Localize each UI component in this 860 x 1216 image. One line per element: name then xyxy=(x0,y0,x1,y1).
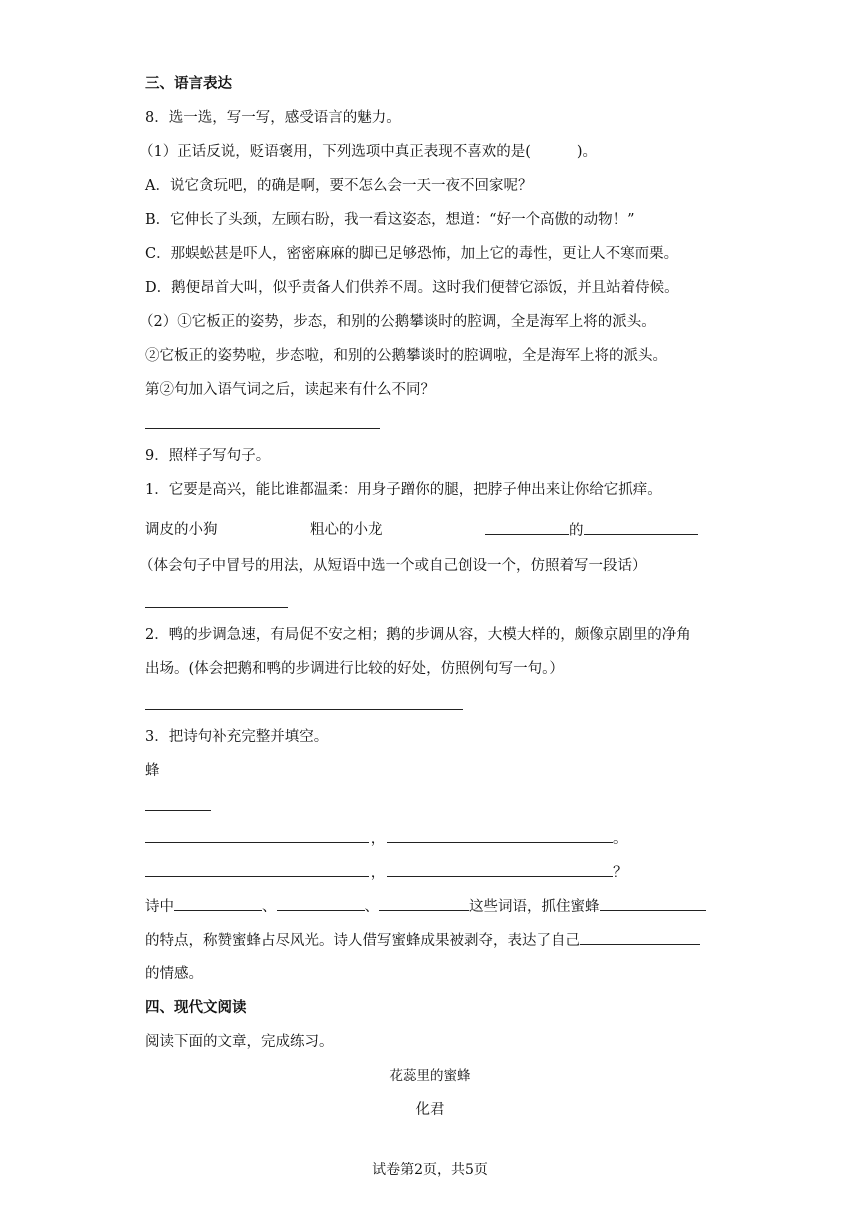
word-blank-3[interactable] xyxy=(379,896,469,911)
option-d: D．鹅便昂首大叫，似乎责备人们供养不周。这时我们便替它添饭，并且站着侍候。 xyxy=(145,280,679,296)
poem-author-blank[interactable] xyxy=(145,810,211,811)
phrase-fill-row xyxy=(485,520,698,541)
poem-line-1 xyxy=(145,828,628,849)
option-b: B．它伸长了头颈，左顾右盼，我一看这姿态，想道：“好一个高傲的动物！” xyxy=(145,212,635,228)
page-footer: 试卷第2页，共5页 xyxy=(372,1162,488,1178)
comma: ， xyxy=(370,865,386,881)
question-8-part-2-question: 第②句加入语气词之后，读起来有什么不同？ xyxy=(145,382,435,398)
word-blank-1[interactable] xyxy=(174,896,262,911)
poem-blank-3[interactable] xyxy=(145,862,369,877)
analysis-text: 的特点，称赞蜜蜂占尽风光。诗人借写蜜蜂成果被剥夺，表达了自己 xyxy=(145,933,580,949)
comma: ， xyxy=(370,831,386,847)
question-9-stem: 9．照样子写句子。 xyxy=(145,448,271,464)
phrase-option-2: 粗心的小龙 xyxy=(310,522,383,538)
emotion-blank[interactable] xyxy=(580,930,700,945)
poem-title: 蜂 xyxy=(145,763,160,779)
analysis-text: 这些词语，抓住蜜蜂 xyxy=(469,899,600,915)
word-blank-2[interactable] xyxy=(277,896,365,911)
analysis-text: 诗中 xyxy=(145,899,174,915)
question-9-sentence-1-hint: （体会句子中冒号的用法，从短语中选一个或自己创设一个，仿照着写一段话） xyxy=(139,558,647,574)
article-title: 花蕊里的蜜蜂 xyxy=(389,1068,471,1084)
poem-blank-4[interactable] xyxy=(387,862,613,877)
part-1-text: （1）正话反说，贬语褒用，下列选项中真正表现不喜欢的是( xyxy=(139,144,531,160)
blank-noun[interactable] xyxy=(584,520,698,535)
question-mark: ？ xyxy=(613,865,628,881)
part-1-close: )。 xyxy=(576,144,598,160)
question-8-part-1 xyxy=(139,142,597,162)
feature-blank[interactable] xyxy=(600,896,706,911)
section-title-language-expression: 三、语言表达 xyxy=(145,75,232,92)
poem-blank-2[interactable] xyxy=(387,828,613,843)
question-9-sentence-3: 3．把诗句补充完整并填空。 xyxy=(145,729,329,745)
period: 。 xyxy=(613,831,628,847)
option-a: A．说它贪玩吧，的确是啊，要不怎么会一天一夜不回家呢？ xyxy=(145,178,533,194)
answer-line-q8[interactable] xyxy=(145,428,380,429)
option-c: C．那蜈蚣甚是吓人，密密麻麻的脚已足够恐怖，加上它的毒性，更让人不寒而栗。 xyxy=(145,246,679,262)
separator: 、 xyxy=(364,899,379,915)
article-author: 化君 xyxy=(415,1102,445,1118)
poem-blank-1[interactable] xyxy=(145,828,369,843)
question-9-sentence-2-line-1: 2．鸭的步调急速，有局促不安之相；鹅的步调从容，大模大样的，颇像京剧里的净角 xyxy=(145,627,691,643)
poem-analysis-line-3: 的情感。 xyxy=(145,966,203,982)
question-8-stem: 8．选一选，写一写，感受语言的魅力。 xyxy=(145,110,401,126)
answer-line-q9-2[interactable] xyxy=(145,709,463,710)
section-title-modern-reading: 四、现代文阅读 xyxy=(145,999,247,1016)
question-9-sentence-1: 1．它要是高兴，能比谁都温柔：用身子蹭你的腿，把脖子伸出来让你给它抓痒。 xyxy=(145,482,662,498)
question-8-part-2-sentence-2: ②它板正的姿势啦，步态啦，和别的公鹅攀谈时的腔调啦，全是海军上将的派头。 xyxy=(145,348,667,364)
poem-analysis-line-1 xyxy=(145,896,706,917)
poem-line-2 xyxy=(145,862,628,883)
poem-analysis-line-2 xyxy=(145,930,700,951)
blank-adjective[interactable] xyxy=(485,520,569,535)
phrase-option-1: 调皮的小狗 xyxy=(145,522,218,538)
answer-line-q9-1[interactable] xyxy=(145,607,288,608)
question-9-sentence-2-line-2: 出场。(体会把鹅和鸭的步调进行比较的好处，仿照例句写一句。） xyxy=(145,661,564,677)
de-particle: 的 xyxy=(569,523,584,539)
question-8-part-2-sentence-1: （2）①它板正的姿势，步态，和别的公鹅攀谈时的腔调，全是海军上将的派头。 xyxy=(139,314,656,330)
separator: 、 xyxy=(262,899,277,915)
reading-intro: 阅读下面的文章，完成练习。 xyxy=(145,1034,334,1050)
